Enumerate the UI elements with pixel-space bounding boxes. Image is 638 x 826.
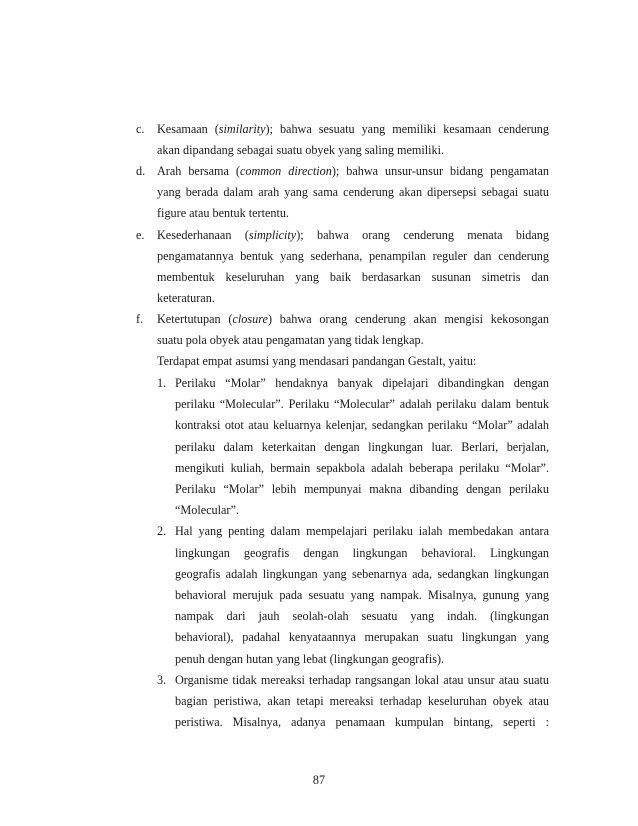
sub-item-marker: 3. — [157, 673, 167, 687]
item-marker: f. — [136, 312, 144, 326]
item-marker: c. — [136, 122, 145, 136]
text-line: perilaku “Molecular”. Perilaku “Molecular” adalah perilaku dalam bentuk — [175, 397, 549, 411]
text-line: pengamatannya bentuk yang sederhana, penampilan reguler dan cenderung — [157, 249, 549, 263]
text-line: Hal yang penting dalam mempelajari perilaku ialah membedakan antara — [175, 524, 549, 538]
text-line: “Molecular”. — [175, 503, 239, 517]
text-line: perilaku dalam keterkaitan dengan lingkungan luar. Berlari, berjalan, — [175, 440, 549, 454]
item-marker: e. — [136, 228, 145, 242]
text-line: Terdapat empat asumsi yang mendasari pandangan Gestalt, yaitu: — [157, 354, 477, 368]
text-line: Kesederhanaan (simplicity); bahwa orang cenderung menata bidang — [157, 228, 549, 242]
sub-item-marker: 1. — [157, 376, 167, 390]
text-line: Perilaku “Molar” hendaknya banyak dipelajari dibandingkan dengan — [175, 376, 549, 390]
text-line: geografis adalah lingkungan yang sebenarnya ada, sedangkan lingkungan — [175, 567, 549, 581]
item-marker: d. — [136, 164, 146, 178]
text-line: yang berada dalam arah yang sama cenderung akan dipersepsi sebagai suatu — [157, 185, 549, 199]
text-line: kontraksi otot atau keluarnya kelenjar, sedangkan perilaku “Molar” adalah — [175, 418, 549, 432]
text-line: Kesamaan (similarity); bahwa sesuatu yang memiliki kesamaan cenderung — [157, 122, 549, 136]
text-line: akan dipandang sebagai suatu obyek yang saling memiliki. — [157, 143, 445, 157]
text-line: keteraturan. — [157, 291, 215, 305]
text-line: Perilaku “Molar” lebih mempunyai makna dibanding dengan perilaku — [175, 482, 549, 496]
text-line: membentuk keseluruhan yang baik berdasarkan susunan simetris dan — [157, 270, 549, 284]
sub-item-marker: 2. — [157, 524, 167, 538]
text-line: peristiwa. Misalnya, adanya penamaan kumpulan bintang, seperti : — [175, 715, 549, 729]
text-line: Organisme tidak mereaksi terhadap rangsangan lokal atau unsur atau suatu — [175, 673, 549, 687]
text-line: behavioral), padahal kenyataannya merupakan suatu lingkungan yang — [175, 630, 549, 644]
text-line: Ketertutupan (closure) bahwa orang cenderung akan mengisi kekosongan — [157, 312, 549, 326]
text-line: behavioral merujuk pada sesuatu yang nampak. Misalnya, gunung yang — [175, 588, 549, 602]
page-number: 87 — [312, 773, 326, 787]
text-line: lingkungan geografis dengan lingkungan behavioral. Lingkungan — [175, 546, 549, 560]
text-line: penuh dengan hutan yang lebat (lingkungan geografis). — [175, 652, 445, 666]
text-line: figure atau bentuk tertentu. — [157, 206, 289, 220]
text-line: suatu pola obyek atau pengamatan yang tidak lengkap. — [157, 333, 424, 347]
text-line: Arah bersama (common direction); bahwa unsur-unsur bidang pengamatan — [157, 164, 550, 178]
text-line: bagian peristiwa, akan tetapi mereaksi terhadap keseluruhan obyek atau — [175, 694, 549, 708]
text-line: nampak dari jauh seolah-olah sesuatu yang indah. (lingkungan — [175, 609, 549, 623]
text-line: mengikuti kuliah, bermain sepakbola adalah beberapa perilaku “Molar”. — [175, 461, 549, 475]
